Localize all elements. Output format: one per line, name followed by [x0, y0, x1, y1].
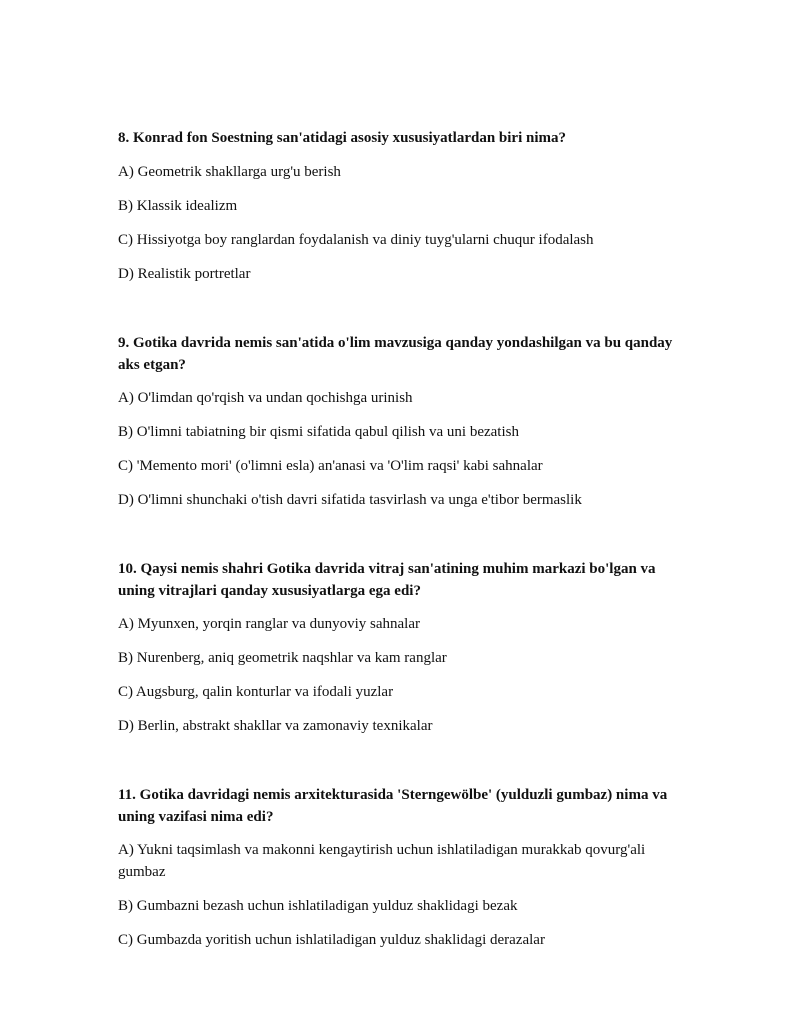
option-c: C) Augsburg, qalin konturlar va ifodali yuzlar	[118, 684, 394, 700]
question-11	[118, 784, 688, 951]
option-a: A) Myunxen, yorqin ranglar va dunyoviy sahnalar	[118, 616, 421, 632]
option-d: D) Realistik portretlar	[118, 266, 251, 282]
question-10	[118, 558, 688, 737]
question-9	[118, 332, 688, 511]
question-title: 9. Gotika davrida nemis san'atida o'lim mavzusiga qanday yondashilgan va bu qanday aks etgan?	[118, 335, 673, 373]
option-d: D) O'limni shunchaki o'tish davri sifatida tasvirlash va unga e'tibor bermaslik	[118, 492, 582, 508]
option-a: A) O'limdan qo'rqish va undan qochishga urinish	[118, 390, 413, 406]
question-title: 8. Konrad fon Soestning san'atidagi asosiy xususiyatlardan biri nima?	[118, 130, 567, 146]
option-c: C) Gumbazda yoritish uchun ishlatiladigan yulduz shaklidagi derazalar	[118, 932, 545, 948]
option-b: B) Nurenberg, aniq geometrik naqshlar va kam ranglar	[118, 650, 447, 666]
option-c: C) Hissiyotga boy ranglardan foydalanish va diniy tuyg'ularni chuqur ifodalash	[118, 232, 594, 248]
option-b: B) Gumbazni bezash uchun ishlatiladigan yulduz shaklidagi bezak	[118, 898, 518, 914]
option-a: A) Yukni taqsimlash va makonni kengaytirish uchun ishlatiladigan murakkab qovurg'ali gumbaz	[118, 842, 646, 880]
question-spacer	[118, 297, 688, 332]
question-spacer	[118, 749, 688, 784]
question-spacer	[118, 523, 688, 558]
document-page	[118, 127, 688, 963]
option-b: B) O'limni tabiatning bir qismi sifatida qabul qilish va uni bezatish	[118, 424, 519, 440]
option-b: B) Klassik idealizm	[118, 198, 238, 214]
option-c: C) 'Memento mori' (o'limni esla) an'anasi va 'O'lim raqsi' kabi sahnalar	[118, 458, 543, 474]
option-a: A) Geometrik shakllarga urg'u berish	[118, 164, 341, 180]
question-title: 11. Gotika davridagi nemis arxitekturasida 'Sterngewölbe' (yulduzli gumbaz) nima va uning vazifasi nima edi?	[118, 787, 668, 825]
option-d: D) Berlin, abstrakt shakllar va zamonaviy texnikalar	[118, 718, 433, 734]
question-title: 10. Qaysi nemis shahri Gotika davrida vitraj san'atining muhim markazi bo'lgan va uning vitrajlari qanday xususiyatlarga ega edi?	[118, 561, 656, 599]
question-8	[118, 127, 688, 285]
